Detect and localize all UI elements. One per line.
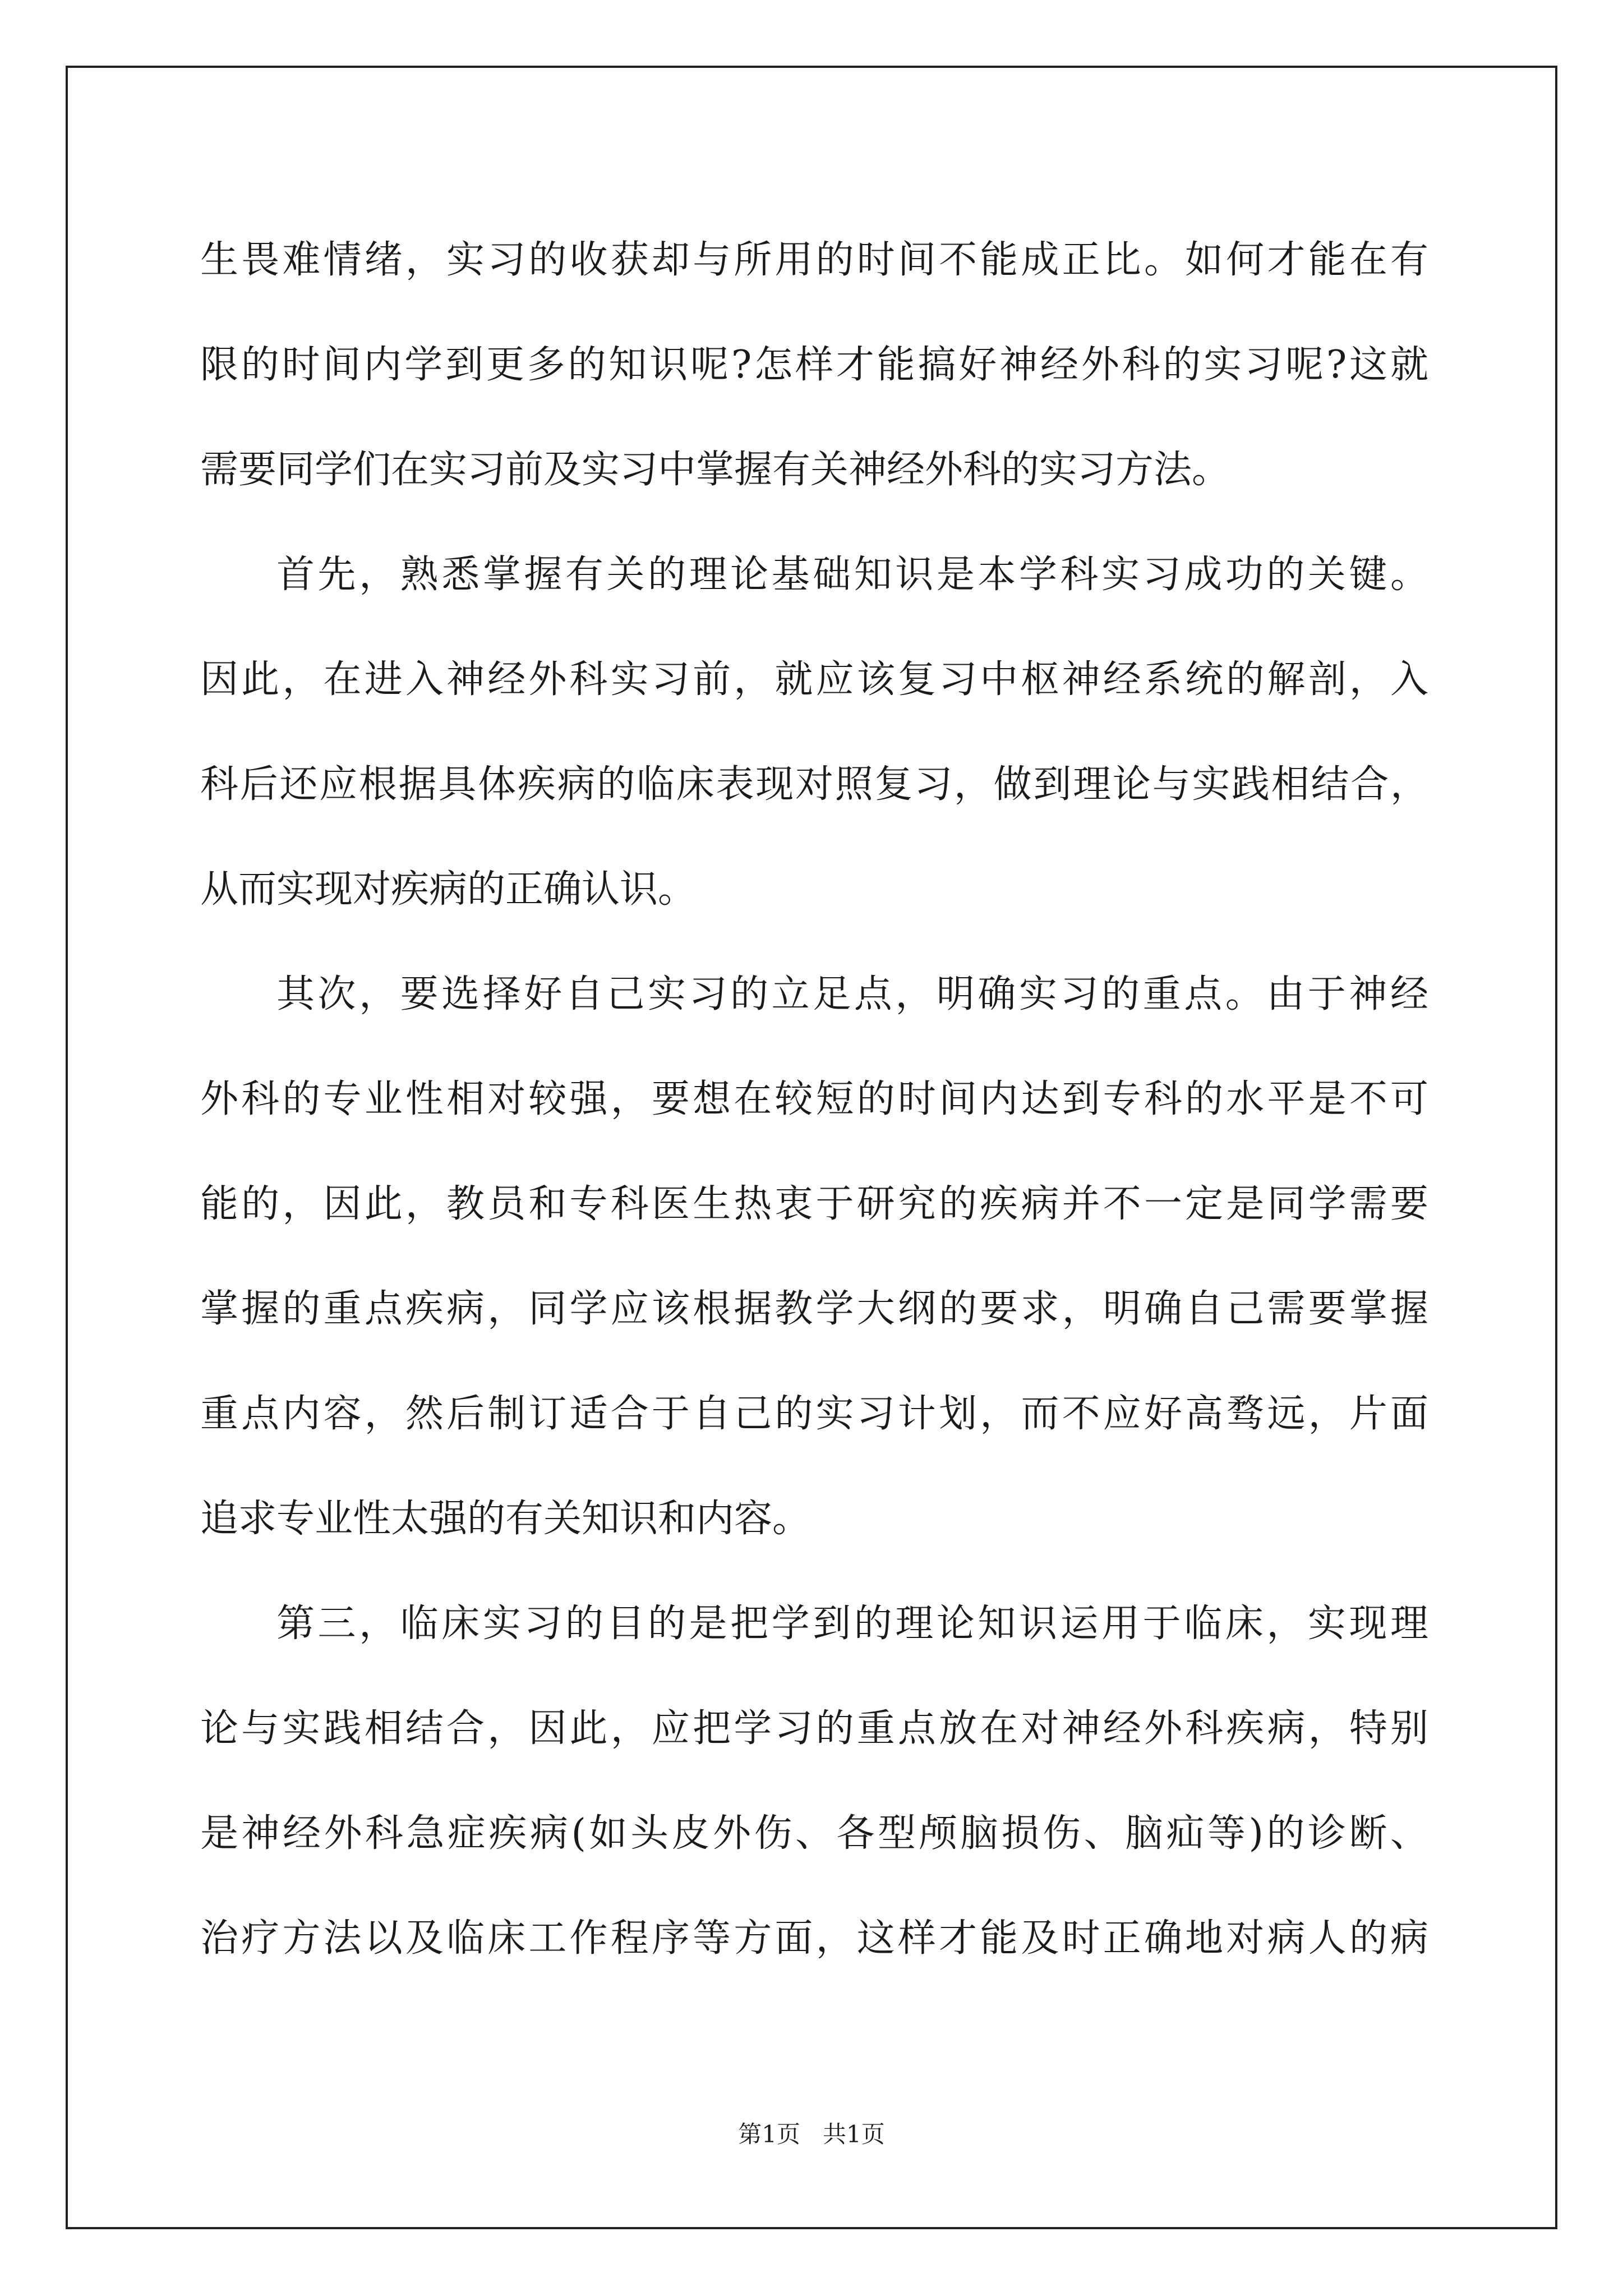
text-line: 是神经外科急症疾病(如头皮外伤、各型颅脑损伤、脑疝等)的诊断、 xyxy=(200,1811,1428,1856)
text-line: 从而实现对疾病的正确认识。 xyxy=(200,867,697,912)
text-line: 其次，要选择好自己实习的立足点，明确实习的重点。由于神经 xyxy=(276,972,1428,1016)
text-line: 追求专业性太强的有关知识和内容。 xyxy=(200,1497,811,1541)
page-total: 共1页 xyxy=(823,2120,885,2148)
text-line: 科后还应根据具体疾病的临床表现对照复习，做到理论与实践相结合， xyxy=(200,762,1428,807)
text-line: 因此，在进入神经外科实习前，就应该复习中枢神经系统的解剖，入 xyxy=(200,657,1428,702)
text-line: 能的，因此，教员和专科医生热衷于研究的疾病并不一定是同学需要 xyxy=(200,1182,1428,1226)
document-body xyxy=(200,208,1428,1991)
text-line: 第三，临床实习的目的是把学到的理论知识运用于临床，实现理 xyxy=(276,1602,1428,1646)
text-line: 掌握的重点疾病，同学应该根据教学大纲的要求，明确自己需要掌握 xyxy=(200,1287,1428,1331)
page-number: 第1页 xyxy=(738,2120,800,2148)
text-line: 论与实践相结合，因此，应把学习的重点放在对神经外科疾病，特别 xyxy=(200,1706,1428,1751)
text-line: 限的时间内学到更多的知识呢?怎样才能搞好神经外科的实习呢?这就 xyxy=(200,343,1428,387)
text-line: 需要同学们在实习前及实习中掌握有关神经外科的实习方法。 xyxy=(200,448,1230,492)
text-line: 首先，熟悉掌握有关的理论基础知识是本学科实习成功的关键。 xyxy=(276,553,1428,597)
text-line: 生畏难情绪，实习的收获却与所用的时间不能成正比。如何才能在有 xyxy=(200,238,1428,282)
text-line: 治疗方法以及临床工作程序等方面，这样才能及时正确地对病人的病 xyxy=(200,1916,1428,1961)
text-line: 重点内容，然后制订适合于自己的实习计划，而不应好高骛远，片面 xyxy=(200,1392,1428,1436)
footer-spacer xyxy=(800,2120,823,2148)
page-footer xyxy=(0,2116,1623,2150)
text-line: 外科的专业性相对较强，要想在较短的时间内达到专科的水平是不可 xyxy=(200,1077,1428,1121)
